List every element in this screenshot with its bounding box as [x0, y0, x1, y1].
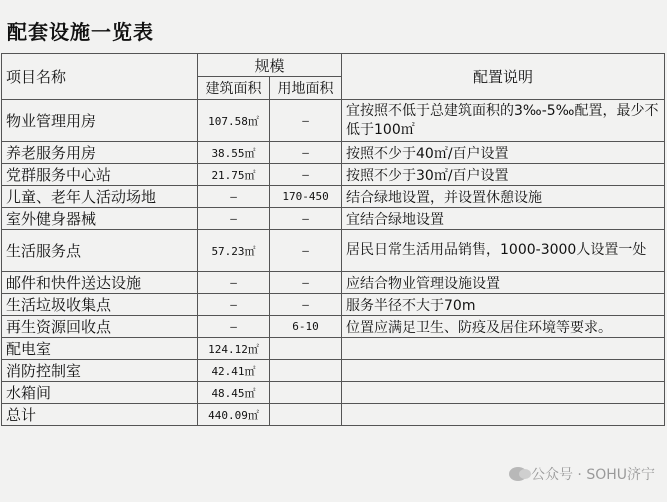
table-row [2, 404, 665, 426]
description-value [342, 338, 665, 360]
table-row [2, 186, 665, 208]
facility-name: 邮件和快件送达设施 [2, 272, 198, 294]
description-value: 宜结合绿地设置 [342, 208, 665, 230]
table-row [2, 142, 665, 164]
building-area-value: 440.09㎡ [198, 404, 270, 426]
building-area-value: — [198, 208, 270, 230]
description-value [342, 360, 665, 382]
description-value: 按照不少于30㎡/百户设置 [342, 164, 665, 186]
building-area-value: 124.12㎡ [198, 338, 270, 360]
land-area-value: — [270, 230, 342, 272]
land-area-value: — [270, 272, 342, 294]
land-area-value: — [270, 294, 342, 316]
table-row [2, 230, 665, 272]
facility-name: 儿童、老年人活动场地 [2, 186, 198, 208]
facility-name: 配电室 [2, 338, 198, 360]
building-area-value: — [198, 294, 270, 316]
wechat-icon [509, 467, 527, 481]
facility-name: 室外健身器械 [2, 208, 198, 230]
building-area-value: 48.45㎡ [198, 382, 270, 404]
land-area-value: — [270, 100, 342, 142]
description-value: 位置应满足卫生、防疫及居住环境等要求。 [342, 316, 665, 338]
land-area-value [270, 338, 342, 360]
table-row [2, 164, 665, 186]
facility-name: 生活垃圾收集点 [2, 294, 198, 316]
building-area-value: — [198, 272, 270, 294]
table-row [2, 338, 665, 360]
land-area-value [270, 382, 342, 404]
land-area-value: — [270, 164, 342, 186]
facility-name: 消防控制室 [2, 360, 198, 382]
description-value [342, 404, 665, 426]
land-area-value: — [270, 142, 342, 164]
building-area-value: 38.55㎡ [198, 142, 270, 164]
page-title: 配套设施一览表 [7, 20, 154, 44]
description-value: 服务半径不大于70m [342, 294, 665, 316]
building-area-value: 57.23㎡ [198, 230, 270, 272]
land-area-value: 6-10 [270, 316, 342, 338]
table-row [2, 360, 665, 382]
header-project-name: 项目名称 [2, 54, 198, 100]
building-area-value: 42.41㎡ [198, 360, 270, 382]
header-building-area: 建筑面积 [198, 77, 270, 100]
facility-name: 养老服务用房 [2, 142, 198, 164]
header-description: 配置说明 [342, 54, 665, 100]
table-row [2, 316, 665, 338]
facility-name: 生活服务点 [2, 230, 198, 272]
description-value: 结合绿地设置，并设置休憩设施 [342, 186, 665, 208]
description-value: 应结合物业管理设施设置 [342, 272, 665, 294]
land-area-value [270, 404, 342, 426]
table-row [2, 100, 665, 142]
facility-name: 总计 [2, 404, 198, 426]
table-row [2, 382, 665, 404]
land-area-value [270, 360, 342, 382]
land-area-value: — [270, 208, 342, 230]
facilities-table [1, 53, 665, 426]
description-value [342, 382, 665, 404]
watermark [509, 464, 655, 484]
building-area-value: — [198, 186, 270, 208]
table-row [2, 272, 665, 294]
header-land-area: 用地面积 [270, 77, 342, 100]
building-area-value: 107.58㎡ [198, 100, 270, 142]
description-value: 宜按照不低于总建筑面积的3‰-5‰配置，最少不低于100㎡ [342, 100, 665, 142]
building-area-value: 21.75㎡ [198, 164, 270, 186]
land-area-value: 170-450 [270, 186, 342, 208]
description-value: 居民日常生活用品销售，1000-3000人设置一处 [342, 230, 665, 272]
facility-name: 再生资源回收点 [2, 316, 198, 338]
facility-name: 水箱间 [2, 382, 198, 404]
facility-name: 党群服务中心站 [2, 164, 198, 186]
building-area-value: — [198, 316, 270, 338]
description-value: 按照不少于40㎡/百户设置 [342, 142, 665, 164]
table-row [2, 208, 665, 230]
header-scale: 规模 [198, 54, 342, 77]
table-row [2, 294, 665, 316]
watermark-text: 公众号 · SOHU济宁 [530, 467, 655, 483]
facility-name: 物业管理用房 [2, 100, 198, 142]
